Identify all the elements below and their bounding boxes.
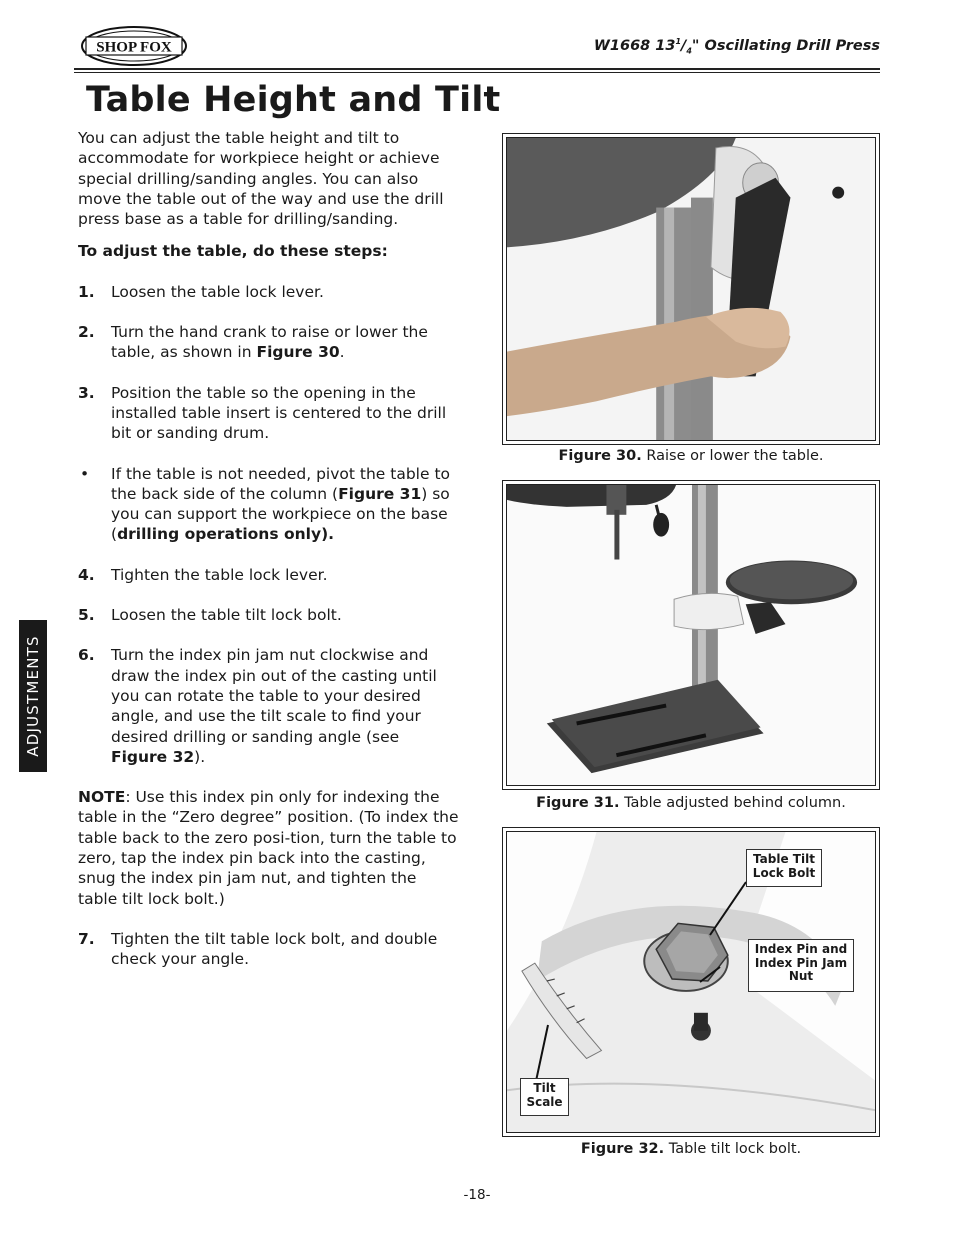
shop-fox-logo: [80, 24, 188, 68]
header-model-title: W1668 $13^1/_4$" Oscillating Drill Press: [593, 37, 880, 56]
figure-30-caption: Figure 30. Raise or lower the table.: [558, 448, 824, 464]
step-5: [78, 605, 460, 625]
intro-paragraph: You can adjust the table height and tilt to accommodate for workpiece height or achieve special drilling/sanding angles. You can also move the table out of the way and use the drill press base as a table for drilling/sanding.: [78, 129, 444, 229]
figure-reference: Figure 30: [256, 343, 340, 362]
callout-table-tilt-lock-bolt: Table Tilt Lock Bolt: [746, 849, 822, 887]
step-text: Loosen the table tilt lock bolt.: [111, 606, 342, 625]
step-text: Turn the index pin jam nut clockwise and draw the index pin out of the casting until you can rotate the table to your desired angle, and use the tilt scale to find your desired drilling or sanding angle (see Figure 32).: [111, 646, 437, 766]
step-7: [78, 929, 460, 970]
page-title: Table Height and Tilt: [86, 80, 501, 120]
step-number: 5.: [78, 606, 95, 625]
step-6: [78, 645, 460, 767]
instructions-column: [78, 128, 460, 990]
figure-reference: Figure 31: [338, 484, 422, 503]
figure-31-photo: [502, 480, 880, 790]
step-text: Loosen the table lock lever.: [111, 282, 324, 301]
step-4: [78, 565, 460, 585]
step-3: [78, 383, 460, 444]
step-number: 1.: [78, 282, 95, 301]
steps-heading: To adjust the table, do these steps:: [78, 242, 388, 261]
note-paragraph: NOTE: Use this index pin only for indexing the table in the “Zero degree” position. (To index the table back to the zero posi-tion, turn the table to zero, tap the index pin back into the casting, snug the index pin jam nut, and tighten the table tilt lock bolt.): [78, 788, 459, 908]
step-text: Position the table so the opening in the installed table insert is centered to the drill bit or sanding drum.: [111, 383, 447, 443]
step-number: 2.: [78, 323, 95, 342]
figure-32-caption: Figure 32. Table tilt lock bolt.: [580, 1141, 802, 1157]
section-side-tab: ADJUSTMENTS: [19, 620, 47, 772]
callout-tilt-scale: Tilt Scale: [520, 1078, 569, 1116]
bold-phrase: drilling operations only).: [117, 525, 335, 544]
step-number: 4.: [78, 565, 95, 584]
callout-index-pin-jam-nut: Index Pin and Index Pin Jam Nut: [748, 939, 854, 992]
step-2: [78, 322, 460, 363]
step-text: Turn the hand crank to raise or lower the table, as shown in Figure 30.: [111, 323, 428, 362]
step-text: If the table is not needed, pivot the table to the back side of the column (Figure 31) so you can support the workpiece on the base (drilling operations only).: [111, 464, 451, 544]
step-1: [78, 282, 460, 302]
figure-30-photo: [502, 133, 880, 445]
bullet-item: [78, 464, 460, 545]
page-number: -18-: [463, 1187, 491, 1203]
figure-reference: Figure 32: [111, 747, 195, 766]
step-number: 7.: [78, 929, 95, 948]
header-rule-thin: [74, 72, 880, 73]
logo-text: SHOP FOX: [96, 39, 172, 56]
step-number: 3.: [78, 383, 95, 402]
step-number: 6.: [78, 646, 95, 665]
note-label: NOTE: [78, 788, 126, 807]
header-rule: [74, 68, 880, 70]
figure-31-caption: Figure 31. Table adjusted behind column.: [536, 795, 846, 811]
step-text: Tighten the tilt table lock bolt, and double check your angle.: [111, 929, 438, 969]
bullet-symbol: •: [80, 464, 90, 483]
step-text: Tighten the table lock lever.: [111, 565, 328, 584]
